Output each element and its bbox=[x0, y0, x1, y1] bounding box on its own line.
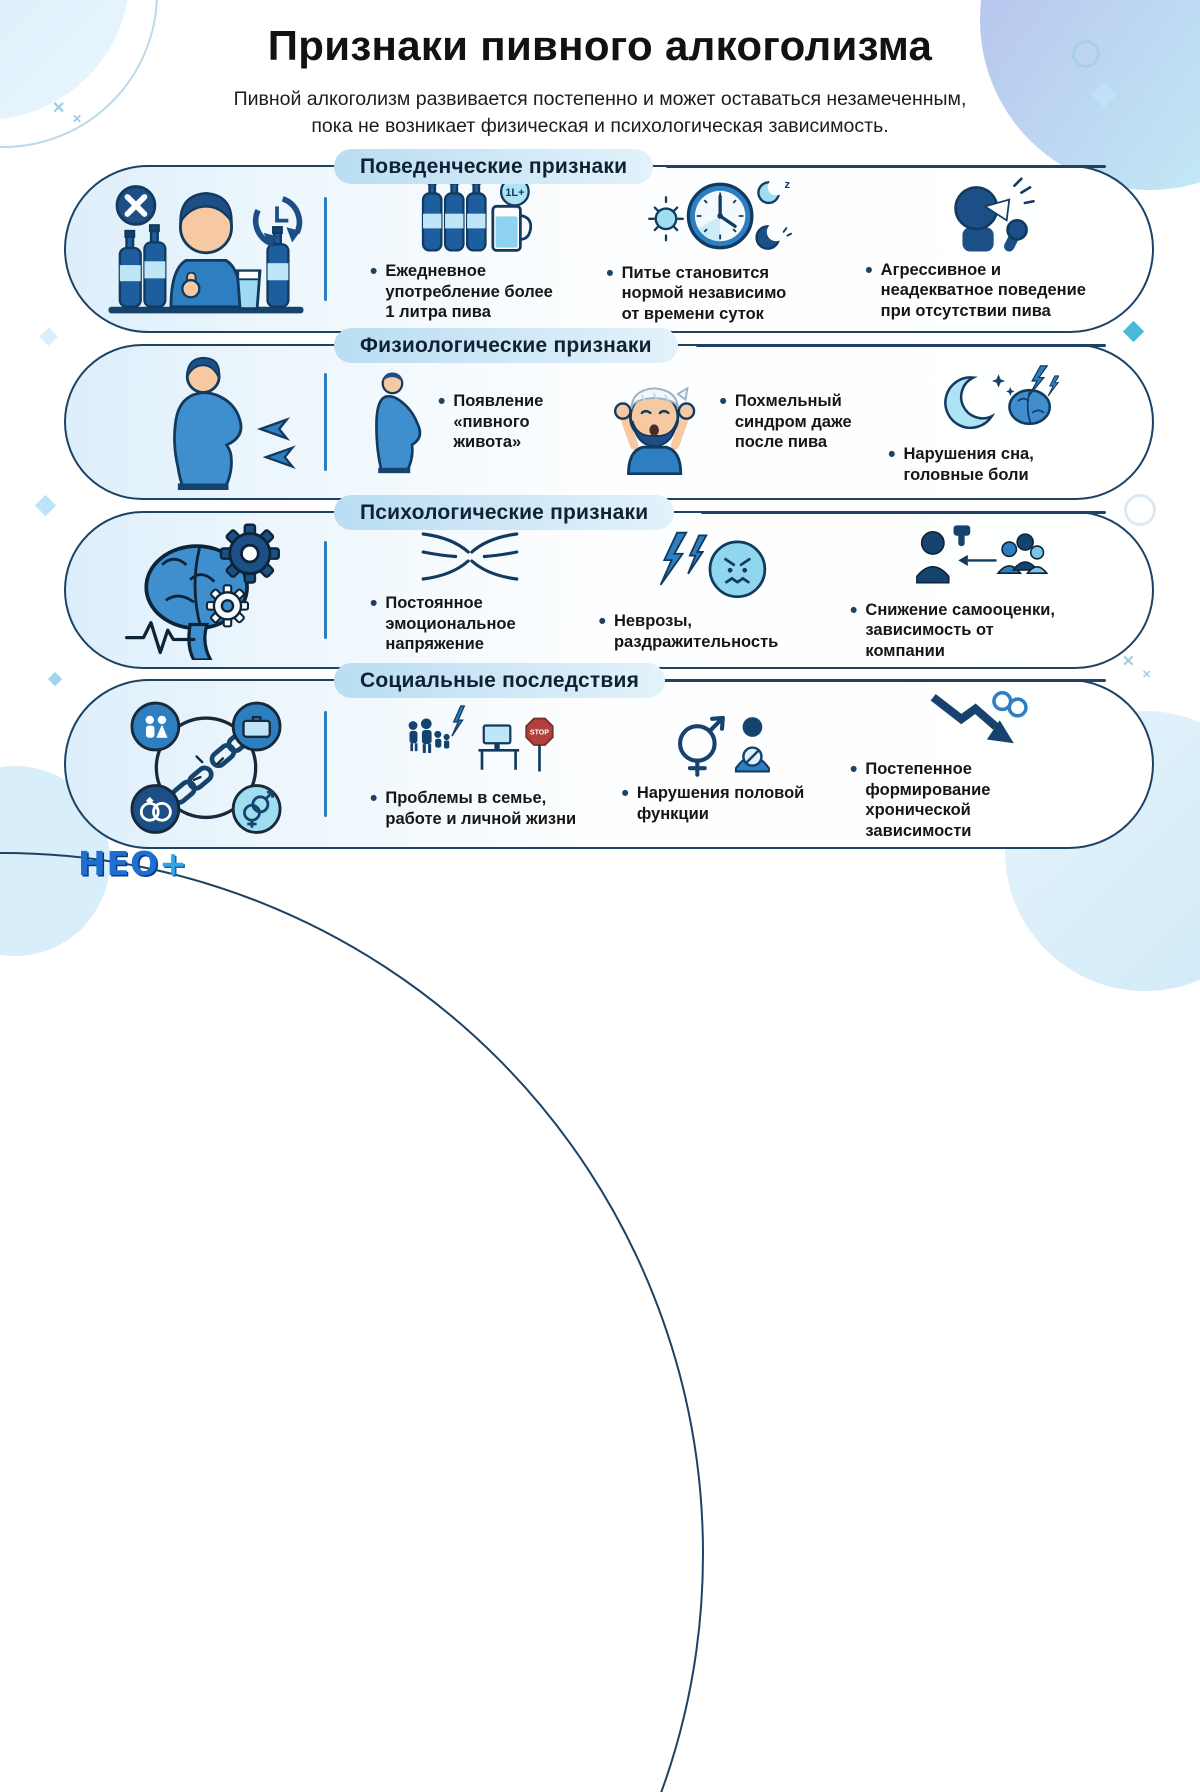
deco-diamond-icon bbox=[39, 327, 57, 345]
deco-ring-icon bbox=[1124, 494, 1156, 526]
neo-plus-logo bbox=[78, 844, 188, 883]
clock-day-night-icon bbox=[647, 174, 797, 258]
item-text-block bbox=[438, 391, 568, 452]
section-behavioral-signs bbox=[64, 154, 1154, 333]
item-text: Постоянное эмоциональное напряжение bbox=[385, 594, 516, 654]
item-text-block bbox=[370, 593, 535, 654]
item-any-time-drinking bbox=[592, 167, 851, 331]
deco-cross-icon: ✕ bbox=[52, 100, 66, 117]
item-text: Нарушения сна, головные боли bbox=[903, 445, 1034, 484]
item-text-block bbox=[850, 759, 1015, 841]
bullet-dot: • bbox=[598, 610, 606, 634]
beer-belly-man-illustration bbox=[90, 352, 322, 492]
item-text: Неврозы, раздражительность bbox=[613, 612, 779, 651]
item-text: Питье становится нормой независимо от времени суток bbox=[621, 263, 787, 323]
item-text-block bbox=[850, 600, 1077, 661]
section-divider-line bbox=[696, 344, 1106, 347]
item-text: Похмельный синдром даже после пива bbox=[734, 392, 852, 452]
sexual-dysfunction-icon bbox=[660, 704, 784, 778]
bullet-dot: • bbox=[850, 758, 858, 782]
sleep-disorder-brain-icon bbox=[933, 359, 1059, 439]
deco-cross-icon: ✕ bbox=[1122, 653, 1135, 670]
man-with-beer-bottles-icon bbox=[95, 178, 317, 320]
vertical-divider bbox=[324, 373, 327, 470]
bullet-dot: • bbox=[865, 258, 873, 282]
item-text-block bbox=[719, 391, 866, 452]
item-text: Агрессивное и неадекватное поведение при отсутствии пива bbox=[880, 260, 1086, 320]
section-title-behavioral: Поведенческие признаки bbox=[334, 149, 653, 184]
bullet-dot: • bbox=[370, 260, 378, 284]
section-psychological-signs bbox=[64, 500, 1154, 669]
item-text: Проблемы в семье, работе и личной жизни bbox=[385, 789, 577, 828]
bullet-dot: • bbox=[606, 261, 614, 285]
section-physiological-signs bbox=[64, 333, 1154, 500]
item-emotional-tension bbox=[356, 513, 585, 667]
item-neurosis bbox=[585, 513, 836, 667]
item-family-work-problems bbox=[356, 681, 607, 847]
bullet-dot: • bbox=[370, 787, 378, 811]
stop-sign-label: STOP bbox=[529, 729, 549, 737]
vertical-divider bbox=[324, 197, 327, 302]
chronic-dependency-arrow-icon bbox=[922, 687, 1032, 754]
deco-diamond-icon bbox=[1123, 321, 1144, 342]
deco-arc-bottom-left bbox=[0, 852, 704, 1792]
vertical-divider bbox=[324, 541, 327, 640]
brain-with-gears-icon bbox=[107, 520, 305, 660]
one-liter-badge: 1L+ bbox=[505, 187, 525, 200]
item-text-block bbox=[599, 611, 799, 652]
page-title: Признаки пивного алкоголизма bbox=[267, 22, 933, 69]
bullet-dot: • bbox=[370, 592, 378, 616]
sleep-z-glyph: z bbox=[784, 178, 790, 191]
aggressive-man-icon bbox=[933, 177, 1037, 255]
section-divider-line bbox=[666, 165, 1106, 168]
section-divider-line bbox=[701, 511, 1106, 514]
section-title-physiological: Физиологические признаки bbox=[334, 328, 678, 363]
item-text-block bbox=[606, 263, 799, 324]
section-divider-line bbox=[651, 679, 1106, 682]
item-text: Снижение самооценки, зависимость от компании bbox=[865, 600, 1055, 660]
low-self-esteem-icon bbox=[902, 519, 1052, 595]
section-social-consequences bbox=[64, 668, 1154, 849]
neurosis-emoji-icon bbox=[646, 528, 774, 606]
item-text-block bbox=[370, 261, 555, 322]
item-text: Ежедневное употребление более 1 литра пива bbox=[385, 262, 553, 322]
item-text-block bbox=[888, 444, 1053, 485]
logo-plus-icon: + bbox=[159, 844, 188, 883]
beer-belly-profile-large-icon bbox=[111, 354, 301, 490]
bullet-dot: • bbox=[621, 782, 629, 806]
vertical-divider bbox=[324, 711, 327, 817]
item-aggressive-behavior bbox=[851, 167, 1118, 331]
deco-cross-icon: ✕ bbox=[1142, 669, 1152, 681]
item-sleep-disorders bbox=[874, 346, 1118, 498]
brain-gears-illustration bbox=[90, 519, 322, 661]
section-title-social: Социальные последствия bbox=[334, 663, 665, 698]
item-text-block bbox=[865, 260, 1098, 321]
subtitle-line-1: Пивной алкоголизм развивается постепенно и может оставаться незамеченным, bbox=[233, 88, 967, 110]
family-work-problems-icon bbox=[402, 699, 562, 783]
item-low-self-esteem bbox=[836, 513, 1118, 667]
broken-chain-illustration bbox=[90, 687, 322, 841]
deco-cross-icon: ✕ bbox=[72, 112, 83, 126]
emotional-tension-icon bbox=[416, 525, 524, 588]
bullet-dot: • bbox=[719, 390, 727, 414]
drinking-man-illustration bbox=[90, 173, 322, 325]
item-beer-belly bbox=[356, 346, 592, 498]
beer-bottles-liter-icon bbox=[412, 175, 536, 256]
bullet-dot: • bbox=[850, 598, 858, 622]
deco-diamond-icon bbox=[35, 495, 56, 516]
item-hangover bbox=[592, 346, 874, 498]
item-text: Постепенное формирование хронической зависимости bbox=[865, 760, 991, 840]
broken-chain-circle-icon bbox=[112, 689, 300, 839]
page-subtitle bbox=[0, 86, 1200, 140]
hangover-headache-icon bbox=[600, 370, 709, 475]
item-chronic-dependency bbox=[836, 681, 1118, 847]
item-text-block bbox=[370, 788, 597, 829]
section-title-psychological: Психологические признаки bbox=[334, 495, 674, 530]
subtitle-line-2: пока не возникает физическая и психологическая зависимость. bbox=[311, 114, 889, 137]
beer-belly-profile-icon bbox=[364, 370, 428, 475]
bullet-dot: • bbox=[438, 390, 446, 414]
item-text-block bbox=[621, 783, 816, 824]
bullet-dot: • bbox=[888, 443, 896, 467]
item-text: Нарушения половой функции bbox=[636, 784, 805, 823]
item-sexual-dysfunction bbox=[607, 681, 836, 847]
item-daily-consumption bbox=[356, 167, 592, 331]
item-text: Появление «пивного живота» bbox=[453, 392, 544, 452]
deco-diamond-icon bbox=[48, 672, 62, 686]
logo-text: НЕО bbox=[78, 844, 160, 883]
